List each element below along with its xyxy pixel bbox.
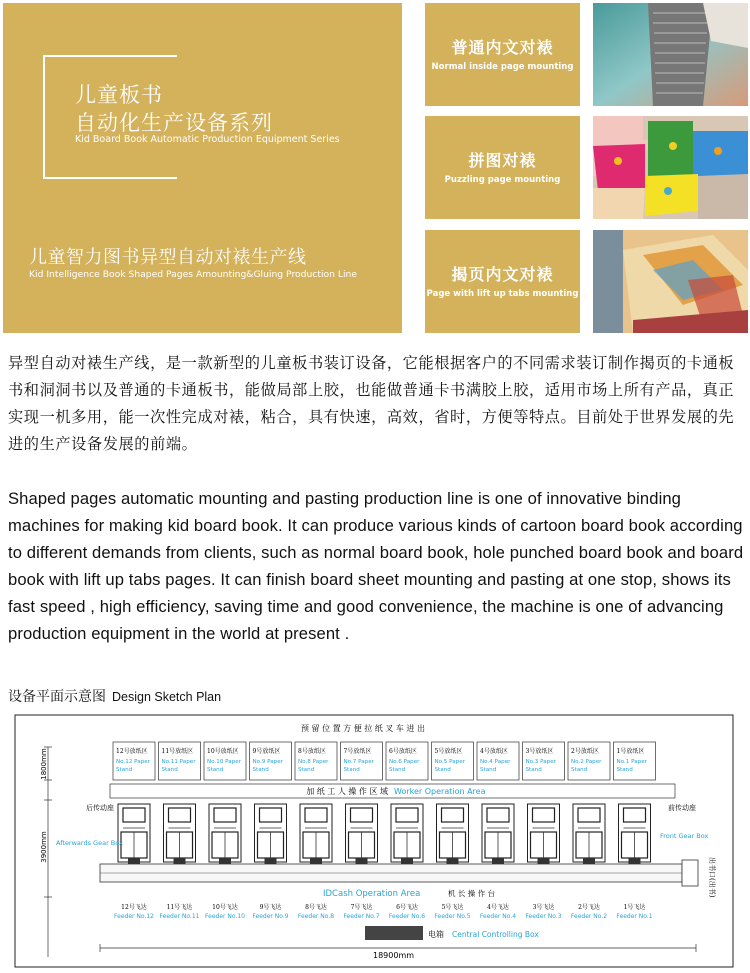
front-gear-cn: 前传动座 [668, 804, 696, 812]
paper-stand-en: No.11 Paper [161, 759, 196, 765]
cabinet-cn: 电箱 [428, 930, 444, 939]
output-cn: 出书口(出书) [708, 857, 716, 898]
paper-stand-en: No.10 Paper [207, 759, 242, 765]
paper-stand-en: No.9 Paper [252, 759, 283, 765]
feeder-en: Feeder No.10 [205, 913, 245, 920]
plan-title [8, 686, 221, 706]
rear-gear-cn: 后传动座 [86, 804, 114, 812]
feature-subtitle: Normal inside page mounting [431, 62, 574, 72]
paper-stand-en-line2: Stand [480, 767, 497, 773]
paper-stand-en-line2: Stand [434, 767, 451, 773]
paper-stand-cn: 1号放纸区 [616, 748, 645, 755]
photo-lift-tab-book [593, 230, 748, 333]
paper-stand-cn: 11号放纸区 [161, 748, 194, 755]
paper-stand-en-line2: Stand [343, 767, 360, 773]
feeder-en: Feeder No.6 [388, 913, 426, 920]
feeder-head [169, 808, 191, 822]
feeder-head [260, 808, 282, 822]
feeder-base [265, 858, 277, 864]
paper-stand-en: No.5 Paper [434, 759, 465, 765]
paper-stand-row [113, 742, 656, 780]
paper-stand-en-line2: Stand [252, 767, 269, 773]
paper-stand-cn: 8号放纸区 [298, 748, 326, 755]
feeder-base [356, 858, 368, 864]
hero-product-en: Kid Intelligence Book Shaped Pages Amounting&Gluing Production Line [29, 269, 358, 280]
paper-stand-en-line2: Stand [161, 767, 178, 773]
feature-subtitle: Page with lift up tabs mounting [426, 289, 579, 299]
design-sketch-plan [8, 712, 745, 970]
hero-title-line1: 儿童板书 [75, 83, 163, 107]
feeder-cn: 8号飞达 [305, 904, 327, 911]
paper-stand-en: No.6 Paper [389, 759, 420, 765]
worker-area-en: Worker Operation Area [394, 787, 486, 796]
feeder-head [487, 808, 509, 822]
feeder-en: Feeder No.12 [114, 913, 154, 920]
feeder-base [583, 858, 595, 864]
feeder-base [310, 858, 322, 864]
feeder-cn: 1号飞达 [623, 904, 646, 911]
plan-title-cn: 设备平面示意图 [8, 689, 106, 705]
paper-stand-cn: 5号放纸区 [434, 748, 463, 755]
plan-top-note: 预 留 位 置 方 便 拉 纸 叉 车 进 出 [301, 724, 425, 733]
feeder-label-row [114, 903, 653, 920]
cash-operation-area: IDCash Operation Area [323, 889, 421, 899]
paper-stand-cn: 10号放纸区 [207, 748, 239, 755]
feeder-head [624, 808, 646, 822]
feeder-en: Feeder No.8 [297, 913, 335, 920]
feeder-base [447, 858, 459, 864]
hero-banner [3, 3, 402, 333]
paper-stand-en-line2: Stand [116, 767, 133, 773]
feeder-cn: 2号飞达 [578, 904, 600, 911]
feeder-head [578, 808, 600, 822]
paper-stand-en: No.1 Paper [616, 759, 647, 765]
worker-area-cn: 加 纸 工 人 操 作 区 域 [306, 787, 388, 796]
feeder-en: Feeder No.5 [434, 913, 471, 920]
paper-stand-en-line2: Stand [298, 767, 315, 773]
feeder-cn: 7号飞达 [350, 904, 373, 911]
paper-stand-en-line2: Stand [525, 767, 542, 773]
output-unit [682, 860, 698, 886]
feeder-en: Feeder No.4 [479, 913, 517, 920]
feeder-head [533, 808, 555, 822]
feature-title: 普通内文对裱 [451, 38, 554, 57]
feeder-en: Feeder No.3 [525, 913, 562, 920]
paper-stand-cn: 2号放纸区 [571, 748, 599, 755]
feeder-cn: 3号飞达 [532, 904, 555, 911]
feeder-en: Feeder No.7 [343, 913, 380, 920]
photo-stacked-books [593, 3, 748, 106]
feeder-head [123, 808, 145, 822]
plan-title-en: Design Sketch Plan [112, 690, 222, 704]
console-cn: 机 长 操 作 台 [448, 889, 496, 898]
front-gear-en: Front Gear Box [660, 832, 709, 840]
description-en: Shaped pages automatic mounting and pasting production line is one of innovative binding machines for making kid board book. It can produce various kinds of cartoon board book according to different demands from clients, such as normal board book, hole punched board book and board book with lift up tabs pages. It can finish board sheet mounting and pasting at one stop, shows its fast speed , high efficiency, saving time and good convenience, the machine is one of advancing production equipment in the world at present . [8, 489, 744, 643]
feeder-base [401, 858, 413, 864]
dim-bottom: 18900mm [373, 951, 415, 960]
feeder-head [305, 808, 327, 822]
feeder-base [629, 858, 641, 864]
paper-stand-en-line2: Stand [389, 767, 406, 773]
feeder-cn: 12号飞达 [121, 904, 147, 911]
feeder-cn: 10号飞达 [212, 904, 238, 911]
paper-stand-cn: 12号放纸区 [116, 748, 148, 755]
feeder-base [219, 858, 231, 864]
hero-product-cn: 儿童智力图书异型自动对裱生产线 [29, 247, 307, 268]
feature-title: 拼图对裱 [468, 151, 537, 170]
paper-stand-en: No.12 Paper [116, 759, 151, 765]
paper-stand-en-line2: Stand [571, 767, 588, 773]
paper-stand-cn: 6号放纸区 [389, 748, 417, 755]
feature-tile-lift-tabs [425, 230, 580, 333]
feeder-cn: 5号飞达 [441, 904, 464, 911]
feeder-head [442, 808, 464, 822]
worker-area-box [110, 784, 675, 798]
paper-stand-en: No.7 Paper [343, 759, 374, 765]
feeder-head [214, 808, 236, 822]
paper-stand-cn: 3号放纸区 [525, 748, 554, 755]
feeder-cn: 9号飞达 [259, 904, 282, 911]
feeder-cn: 4号飞达 [487, 904, 509, 911]
paper-stand-en: No.2 Paper [571, 759, 602, 765]
feeder-head [396, 808, 418, 822]
paper-stand-cn: 9号放纸区 [252, 748, 281, 755]
photo-puzzle-pieces [593, 116, 748, 219]
dim-top: 1800mm [40, 748, 48, 780]
feeder-en: Feeder No.1 [616, 913, 653, 920]
feeder-base [174, 858, 186, 864]
feeder-base [492, 858, 504, 864]
central-controlling-box [365, 926, 423, 940]
paper-stand-en: No.8 Paper [298, 759, 329, 765]
feeder-column-row [118, 804, 651, 864]
cabinet-en: Central Controlling Box [452, 930, 539, 939]
paper-stand-en-line2: Stand [207, 767, 224, 773]
dim-side: 3900mm [40, 831, 48, 863]
hero-title-line2: 自动化生产设备系列 [75, 111, 273, 135]
paper-stand-en-line2: Stand [616, 767, 633, 773]
paper-stand-en: No.4 Paper [480, 759, 511, 765]
feeder-en: Feeder No.11 [159, 913, 200, 920]
feeder-base [128, 858, 140, 864]
feeder-head [351, 808, 373, 822]
feeder-en: Feeder No.2 [570, 913, 608, 920]
rear-gear-en: Afterwards Gear Box [56, 839, 123, 847]
feature-tile-normal [425, 3, 580, 106]
description-cn: 异型自动对裱生产线，是一款新型的儿童板书装订设备，它能根据客户的不同需求装订制作揭页的卡通板书和洞洞书以及普通的卡通板书，能做局部上胶，也能做普通卡书满胶上胶，适用市场上所有产品，真正实现一机多用，能一次性完成对裱，粘合，具有快速，高效，省时，方便等特点。目前处于世界发展的先进的生产设备发展的前端。 [8, 354, 735, 453]
feature-tile-puzzle [425, 116, 580, 219]
feature-title: 揭页内文对裱 [451, 265, 554, 284]
feeder-base [538, 858, 550, 864]
feature-subtitle: Puzzling page mounting [444, 175, 561, 185]
feeder-en: Feeder No.9 [252, 913, 289, 920]
paper-stand-cn: 7号放纸区 [343, 748, 372, 755]
paper-stand-en: No.3 Paper [525, 759, 556, 765]
hero-title-en: Kid Board Book Automatic Production Equipment Series [75, 134, 340, 145]
feeder-cn: 11号飞达 [166, 904, 193, 911]
paper-stand-cn: 4号放纸区 [480, 748, 508, 755]
feeder-cn: 6号飞达 [396, 904, 418, 911]
